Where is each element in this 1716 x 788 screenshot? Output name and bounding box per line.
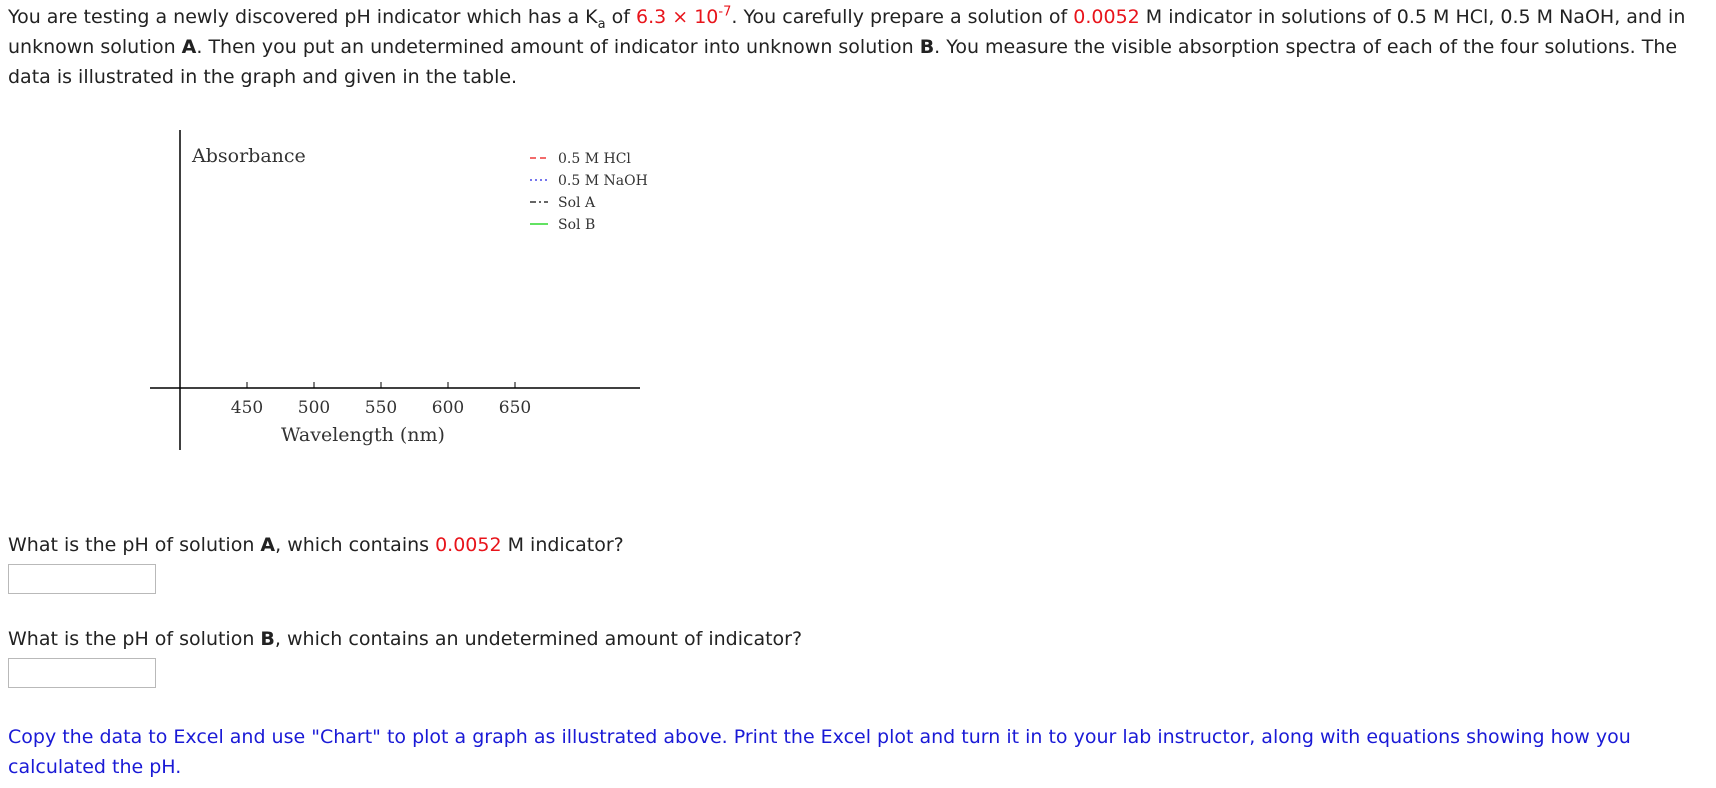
absorbance-chart xyxy=(150,130,710,500)
question-a xyxy=(8,534,624,556)
x-axis-label: Wavelength (nm) xyxy=(281,424,445,446)
legend-label-1: 0.5 M NaOH xyxy=(558,173,648,189)
y-axis-label: Absorbance xyxy=(192,145,306,167)
solution-a-label: A xyxy=(181,36,197,58)
legend-label-2: Sol A xyxy=(558,195,596,211)
problem-intro: You are testing a newly discovered pH indicator which has a K xyxy=(8,6,598,28)
ka-exponent: -7 xyxy=(718,4,732,20)
question-b-solution: B xyxy=(260,628,275,650)
answer-b-input[interactable] xyxy=(8,658,156,688)
question-a-concentration: 0.0052 xyxy=(435,534,502,556)
ka-subscript: a xyxy=(597,16,606,32)
x-tick-label: 550 xyxy=(364,398,398,418)
question-a-mid: , which contains xyxy=(275,534,436,556)
excel-instructions: Copy the data to Excel and use "Chart" to plot a graph as illustrated above. Print the Excel plot and turn it in to your lab instructor, along with equations showing how you calculated the pH. xyxy=(8,726,1631,778)
ka-value xyxy=(636,6,731,28)
legend-label-3: Sol B xyxy=(558,217,596,233)
problem-then: . Then you put an undetermined amount of indicator into unknown solution xyxy=(196,36,920,58)
answer-a-input[interactable] xyxy=(8,564,156,594)
question-a-pre: What is the pH of solution xyxy=(8,534,261,556)
x-tick-label: 650 xyxy=(498,398,532,418)
question-b-pre: What is the pH of solution xyxy=(8,628,261,650)
x-tick-label: 500 xyxy=(297,398,331,418)
solution-b-label: B xyxy=(919,36,935,58)
question-a-solution: A xyxy=(260,534,276,556)
problem-prepare: . You carefully prepare a solution of xyxy=(731,6,1074,28)
problem-of: of xyxy=(605,6,636,28)
question-b xyxy=(8,628,802,650)
legend-label-0: 0.5 M HCl xyxy=(558,151,631,167)
x-tick-label: 600 xyxy=(431,398,465,418)
problem-measure: . You measure the visible absorption spectra of each of the four solutions. The data is illustrated in the graph and given in the table. xyxy=(8,36,1678,88)
problem-solutions: M indicator in solutions of 0.5 M HCl, 0.5 M NaOH, and in unknown solution xyxy=(8,6,1686,58)
question-a-post: M indicator? xyxy=(501,534,624,556)
concentration-value: 0.0052 xyxy=(1073,6,1140,28)
problem-text xyxy=(8,2,1708,92)
question-b-post: , which contains an undetermined amount of indicator? xyxy=(274,628,803,650)
x-tick-label: 450 xyxy=(230,398,264,418)
chart-plot xyxy=(150,130,648,450)
ka-mantissa: 6.3 × 10 xyxy=(636,6,719,28)
